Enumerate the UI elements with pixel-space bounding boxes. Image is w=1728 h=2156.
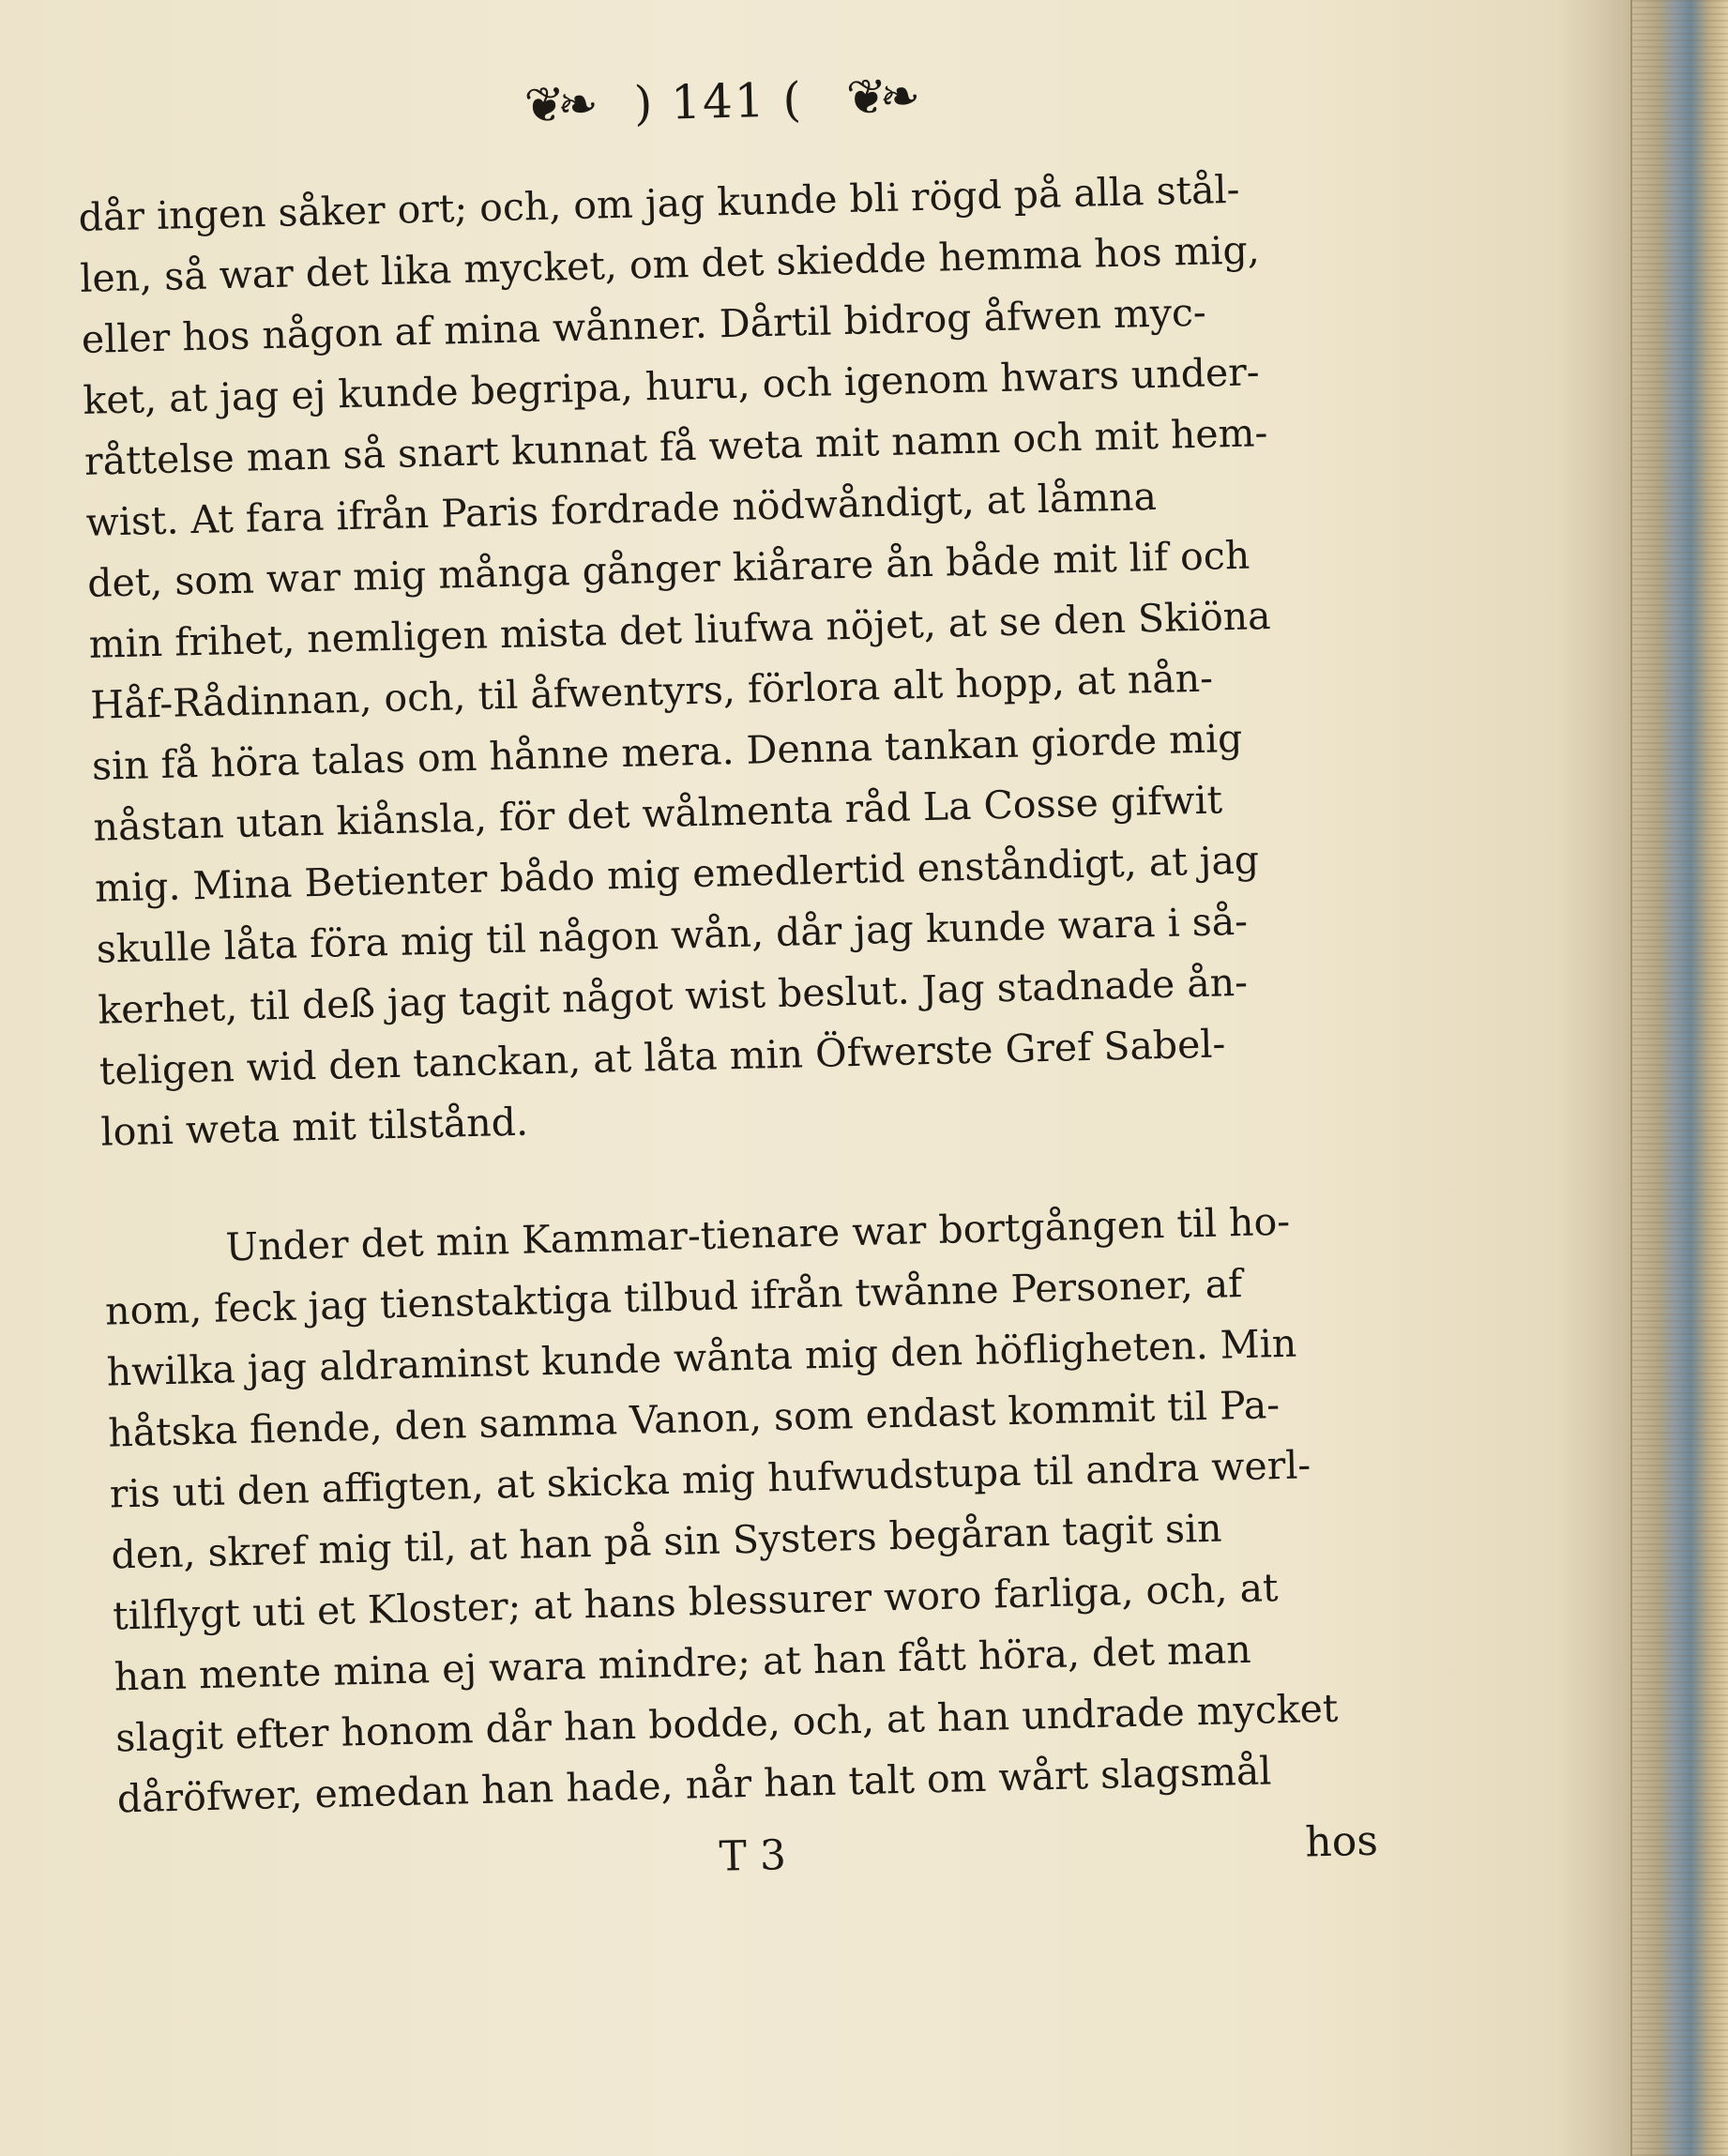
text-line: Under det min Kammar-tienare war bortgången til ho-	[224, 1198, 1291, 1270]
text-line: hwilka jag aldraminst kunde wånta mig den höfligheten. Min	[106, 1320, 1297, 1395]
page-number: ) 141 (	[633, 72, 804, 131]
catchword: hos	[1304, 1816, 1379, 1867]
text-line: mig. Mina Betienter bådo mig emedlertid enståndigt, at jag	[94, 837, 1260, 911]
text-line: det, som war mig många gånger kiårare ån både mit lif och	[86, 532, 1251, 606]
text-line: teligen wid den tanckan, at låta min Öfwerste Gref Sabel-	[99, 1021, 1226, 1094]
text-line: slagit efter honom dår han bodde, och, at han undrade mycket	[114, 1685, 1339, 1761]
page-gutter-shadow	[1557, 0, 1632, 2156]
text-line: tilflygt uti et Kloster; at hans blessurer woro farliga, och, at	[112, 1565, 1279, 1639]
text-line: min frihet, nemligen mista det liufwa nöjet, at se den Skiöna	[88, 593, 1272, 667]
running-header	[399, 61, 1038, 143]
text-line: ket, at jag ej kunde begripa, huru, och igenom hwars under-	[82, 349, 1261, 423]
text-line: eller hos någon af mina wånner. Dårtil bidrog åfwen myc-	[81, 289, 1207, 362]
text-line: Håf-Rådinnan, och, til åfwentyrs, förlora alt hopp, at nån-	[89, 655, 1214, 728]
left-ornament-icon: ❦❧	[523, 76, 592, 135]
text-line: dåröfwer, emedan han hade, når han talt om wårt slagsmål	[116, 1748, 1272, 1822]
text-line: dår ingen såker ort; och, om jag kunde bli rögd på alla stål-	[78, 166, 1241, 240]
text-line: nåstan utan kiånsla, för det wålmenta råd La Cosse gifwit	[93, 777, 1223, 850]
text-line: den, skref mig til, at han på sin Systers begåran tagit sin	[110, 1505, 1223, 1578]
text-line: kerhet, til deß jag tagit något wist beslut. Jag stadnade ån-	[97, 959, 1249, 1033]
text-line: sin få höra talas om hånne mera. Denna tankan giorde mig	[91, 715, 1243, 789]
text-line: wist. At fara ifrån Paris fordrade nödwåndigt, at låmna	[85, 473, 1158, 545]
text-line: ris uti den affigten, at skicka mig hufwudstupa til andra werl-	[109, 1442, 1311, 1517]
right-ornament-icon: ❦❧	[845, 68, 914, 127]
signature-mark: T 3	[718, 1831, 787, 1881]
text-line: len, så war det lika mycket, om det skiedde hemma hos mig,	[79, 227, 1261, 301]
text-line: nom, feck jag tienstaktiga tilbud ifrån twånne Personer, af	[104, 1260, 1243, 1334]
text-line: han mente mina ej wara mindre; at han fått höra, det man	[114, 1626, 1252, 1700]
book-fore-edge	[1630, 0, 1728, 2156]
text-line: skulle låta föra mig til någon wån, dår jag kunde wara i så-	[96, 898, 1249, 972]
text-line: loni weta mit tilstånd.	[99, 1099, 529, 1155]
text-line: råttelse man så snart kunnat få weta mit namn och mit hem-	[83, 410, 1268, 484]
text-line: håtska fiende, den samma Vanon, som endast kommit til Pa-	[107, 1382, 1281, 1456]
page-text-block	[75, 45, 1379, 1881]
